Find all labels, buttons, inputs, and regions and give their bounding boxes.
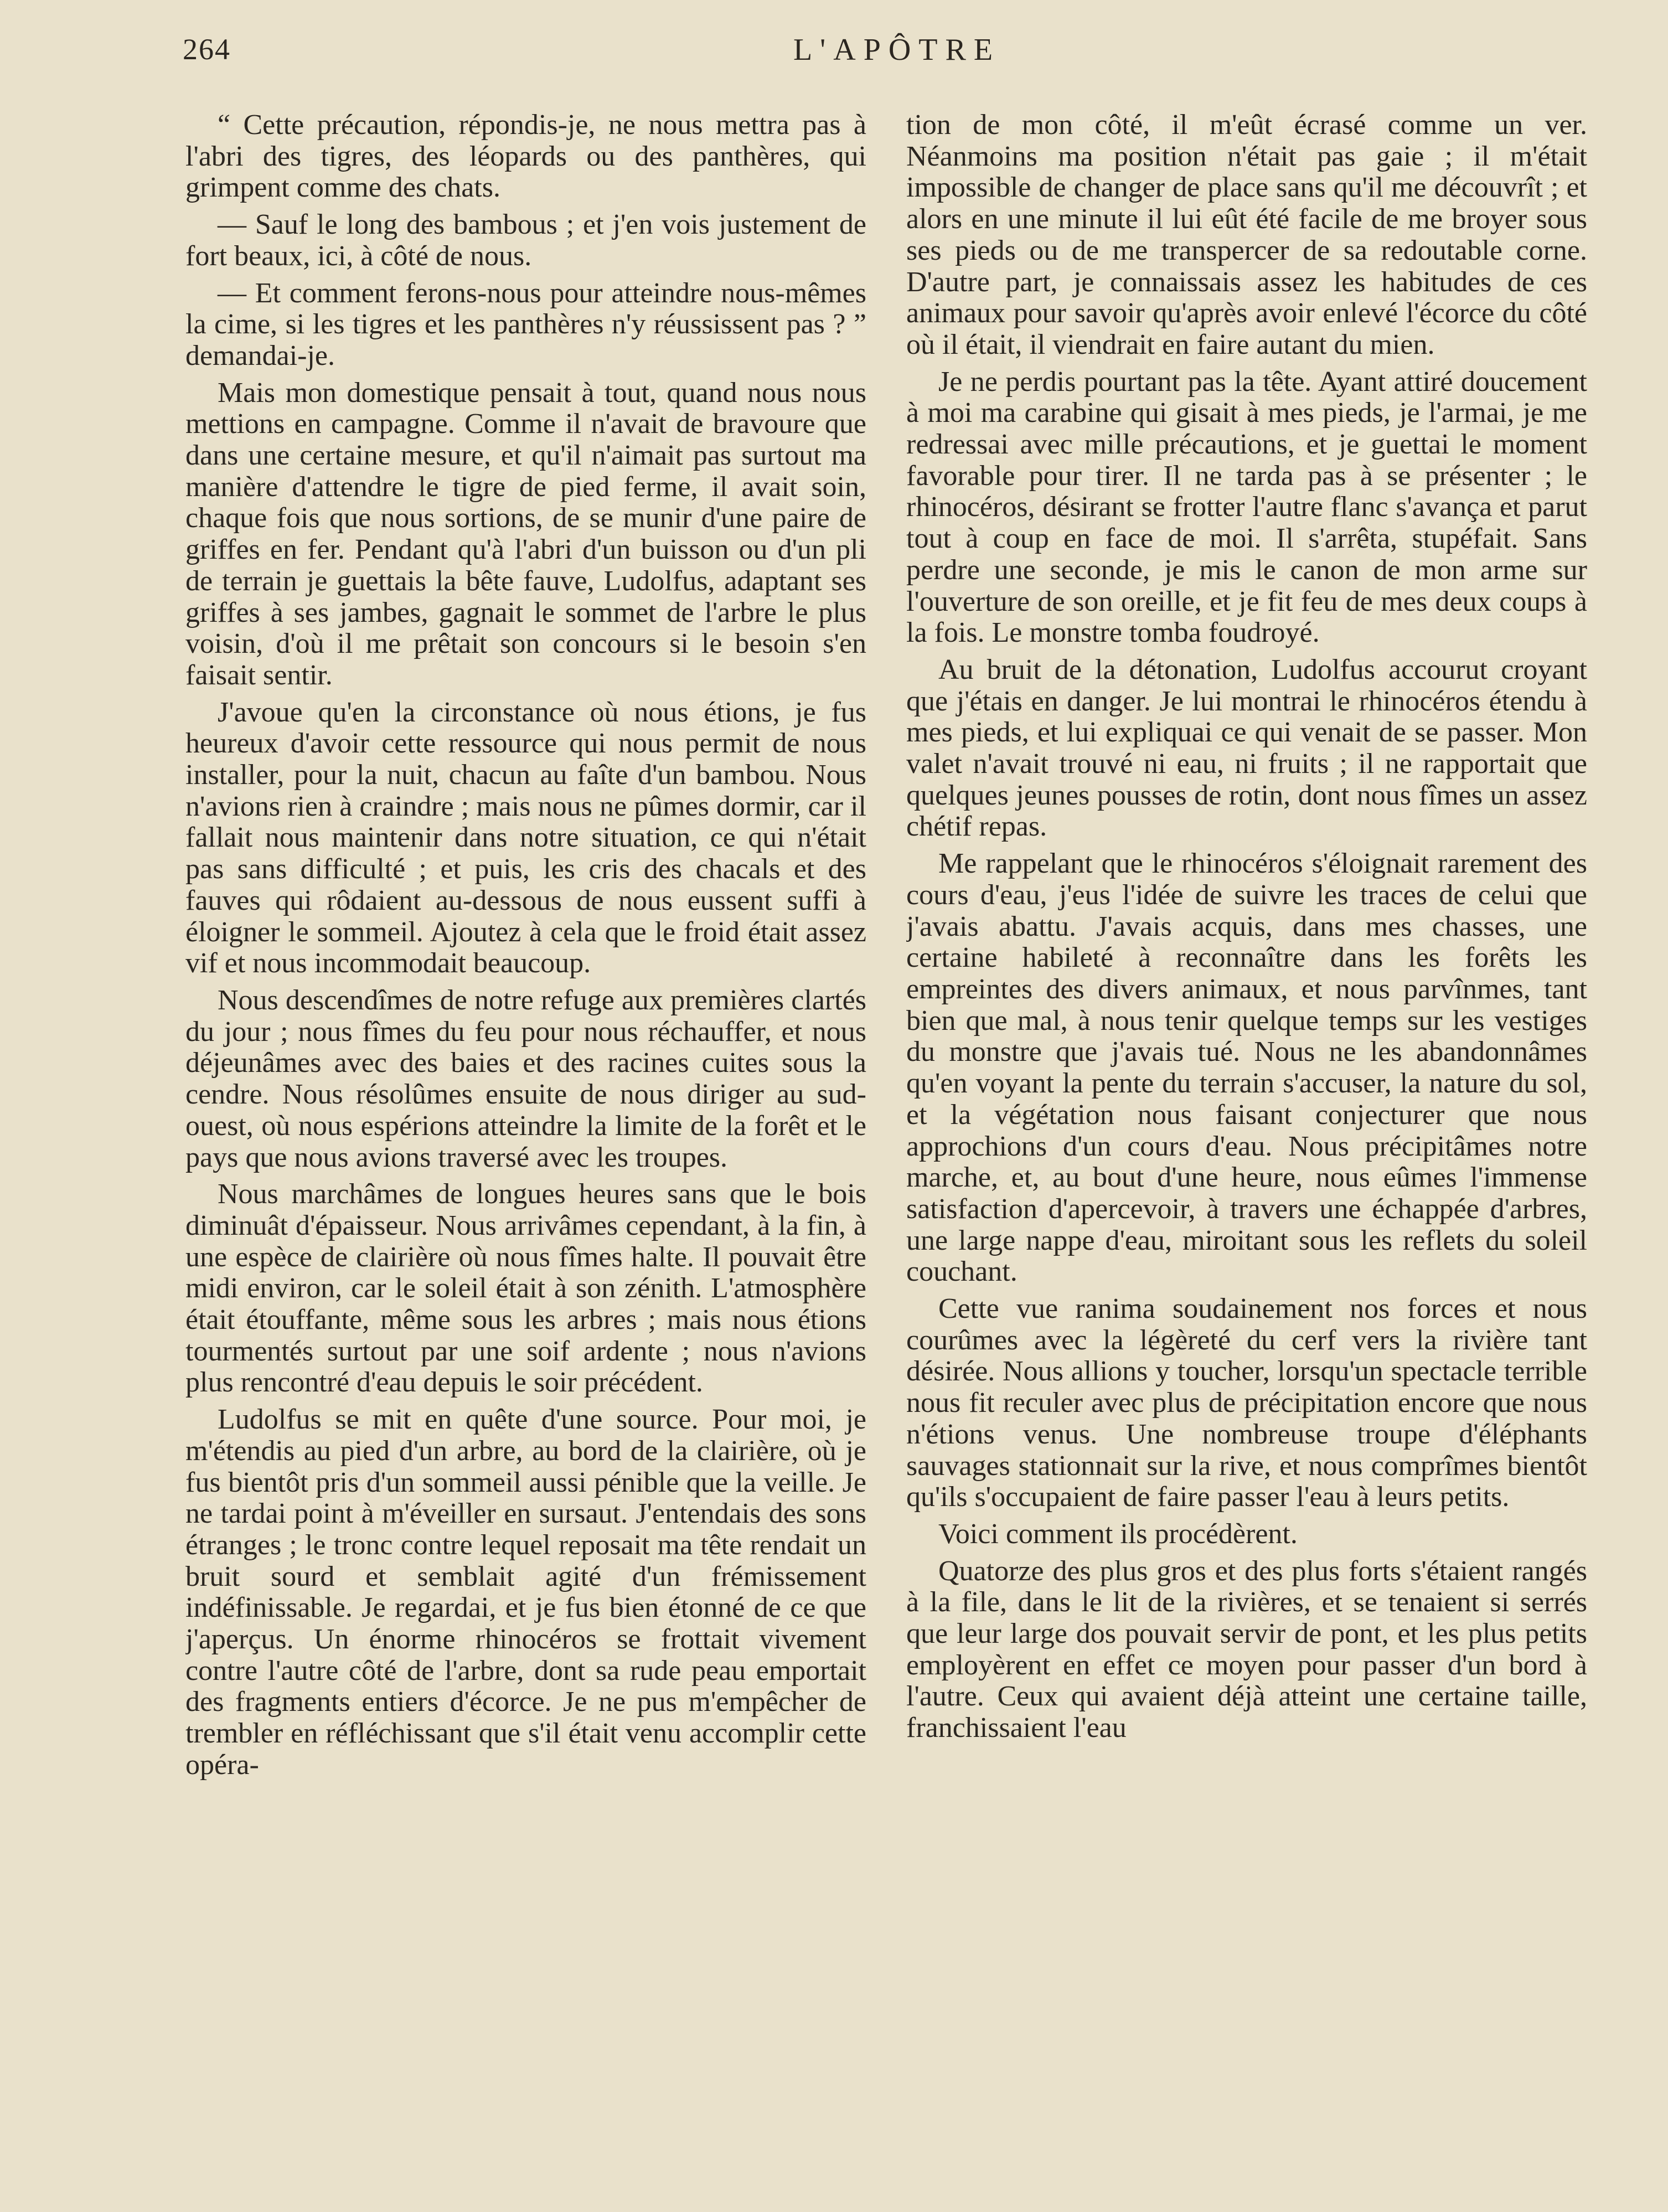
paragraph: “ Cette précaution, répondis-je, ne nous mettra pas à l'abri des tigres, des léopards ou des panthères, qui grimpent comme des chats. [185, 110, 866, 204]
running-title: L'APÔTRE [793, 33, 1001, 67]
paragraph: J'avoue qu'en la circonstance où nous étions, je fus heureux d'avoir cette ressource qui nous permit de nous installer, pour la nuit, chacun au faîte d'un bambou. Nous n'avions rien à craindre ; mais nous ne pûmes dormir, car il fallait nous maintenir dans notre situation, ce qui n'était pas sans difficulté ; et puis, les cris des chacals et des fauves qui rôdaient au-dessous de nous eussent suffi à éloigner le sommeil. Ajoutez à cela que le froid était assez vif et nous incommodait beaucoup. [185, 696, 866, 979]
left-column [185, 110, 866, 2169]
paragraph: Quatorze des plus gros et des plus forts s'étaient rangés à la file, dans le lit de la rivières, et se tenaient si serrés que leur large dos pouvait servir de pont, et les plus petits employèrent en effet ce moyen pour passer d'un bord à l'autre. Ceux qui avaient déjà atteint une certaine taille, franchissaient l'eau [906, 1555, 1587, 1744]
paragraph: Nous marchâmes de longues heures sans que le bois diminuât d'épaisseur. Nous arrivâmes cependant, à la fin, à une espèce de clairière où nous fîmes halte. Il pouvait être midi environ, car le soleil était à son zénith. L'atmosphère était étouffante, même sous les arbres ; mais nous étions tourmentés surtout par une soif ardente ; nous n'avions plus rencontré d'eau depuis le soir précédent. [185, 1178, 866, 1399]
page-number: 264 [183, 33, 231, 66]
paragraph: — Et comment ferons-nous pour atteindre nous-mêmes la cime, si les tigres et les panthères n'y réussissent pas ? ” demandai-je. [185, 277, 866, 372]
paragraph: Je ne perdis pourtant pas la tête. Ayant attiré doucement à moi ma carabine qui gisait à mes pieds, je l'armai, je me redressai avec mille précautions, et je guettai le moment favorable pour tirer. Il ne tarda pas à se présenter ; le rhinocéros, désirant se frotter l'autre flanc s'avança et parut tout à coup en face de moi. Il s'arrêta, stupéfait. Sans perdre une seconde, je mis le canon de mon arme sur l'ouverture de son oreille, et je fit feu de mes deux coups à la fois. Le monstre tomba foudroyé. [906, 365, 1587, 649]
paragraph: Au bruit de la détonation, Ludolfus accourut croyant que j'étais en danger. Je lui montrai le rhinocéros étendu à mes pieds, et lui expliquai ce qui venait de se passer. Mon valet n'avait trouvé ni eau, ni fruits ; il ne rapportait que quelques jeunes pousses de rotin, dont nous fîmes un assez chétif repas. [906, 653, 1587, 843]
paragraph: Ludolfus se mit en quête d'une source. Pour moi, je m'étendis au pied d'un arbre, au bord de la clairière, où je fus bientôt pris d'un sommeil aussi pénible que la veille. Je ne tardai point à m'éveiller en sursaut. J'entendais des sons étranges ; le tronc contre lequel reposait ma tête rendait un bruit sourd et semblait agité d'un frémissement indéfinissable. Je regardai, et je fus bien étonné de ce que j'aperçus. Un énorme rhinocéros se frottait vivement contre l'autre côté de l'arbre, dont sa rude peau emportait des fragments entiers d'écorce. Je ne pus m'empêcher de trembler en réfléchissant que s'il était venu accomplir cette opéra- [185, 1404, 866, 1781]
right-column [906, 110, 1587, 2169]
paragraph: Voici comment ils procédèrent. [938, 1518, 1298, 1550]
paragraph: Me rappelant que le rhinocéros s'éloignait rarement des cours d'eau, j'eus l'idée de suivre les traces de celui que j'avais abattu. J'avais acquis, dans mes chasses, une certaine habileté à reconnaître dans les forêts les empreintes des divers animaux, et nous parvînmes, tant bien que mal, à nous tenir quelque temps sur les vestiges du monstre que j'avais tué. Nous ne les abandonnâmes qu'en voyant la pente du terrain s'accuser, la nature du sol, et la végétation nous faisant conjecturer que nous approchions d'un cours d'eau. Nous précipitâmes notre marche, et, au bout d'une heure, nous eûmes l'immense satisfaction d'apercevoir, à travers une échappée d'arbres, une large nappe d'eau, miroitant sous les reflets du soleil couchant. [906, 848, 1587, 1288]
paragraph: Mais mon domestique pensait à tout, quand nous nous mettions en campagne. Comme il n'avait de bravoure que dans une certaine mesure, et qu'il n'aimait pas surtout ma manière d'attendre le tigre de pied ferme, il avait soin, chaque fois que nous sortions, de se munir d'une paire de griffes en fer. Pendant qu'à l'abri d'un buisson ou d'un pli de terrain je guettais la bête fauve, Ludolfus, adaptant ses griffes à ses jambes, gagnait le sommet de l'arbre le plus voisin, d'où il me prêtait son concours si le besoin s'en faisait sentir. [185, 377, 866, 691]
paragraph: tion de mon côté, il m'eût écrasé comme un ver. Néanmoins ma position n'était pas gaie ; il m'était impossible de changer de place sans qu'il me découvrît ; et alors en une minute il lui eût été facile de me broyer sous ses pieds ou de me transpercer de sa redoutable corne. D'autre part, je connaissais assez les habitudes de ces animaux pour savoir qu'après avoir enlevé l'écorce du côté où il était, il viendrait en faire autant du mien. [906, 110, 1587, 360]
paragraph: Cette vue ranima soudainement nos forces et nous courûmes avec la légèreté du cerf vers la rivière tant désirée. Nous allions y toucher, lorsqu'un spectacle terrible nous fit reculer avec plus de précipitation encore que nous n'étions venus. Une nombreuse troupe d'éléphants sauvages stationnait sur la rive, et nous comprîmes bientôt qu'ils s'occupaient de faire passer l'eau à leurs petits. [906, 1293, 1587, 1513]
paragraph: — Sauf le long des bambous ; et j'en vois justement de fort beaux, ici, à côté de nous. [185, 209, 866, 272]
paragraph: Nous descendîmes de notre refuge aux premières clartés du jour ; nous fîmes du feu pour nous réchauffer, et nous déjeunâmes avec des baies et des racines cuites sous la cendre. Nous résolûmes ensuite de nous diriger au sud-ouest, où nous espérions atteindre la limite de la forêt et le pays que nous avions traversé avec les troupes. [185, 984, 866, 1173]
